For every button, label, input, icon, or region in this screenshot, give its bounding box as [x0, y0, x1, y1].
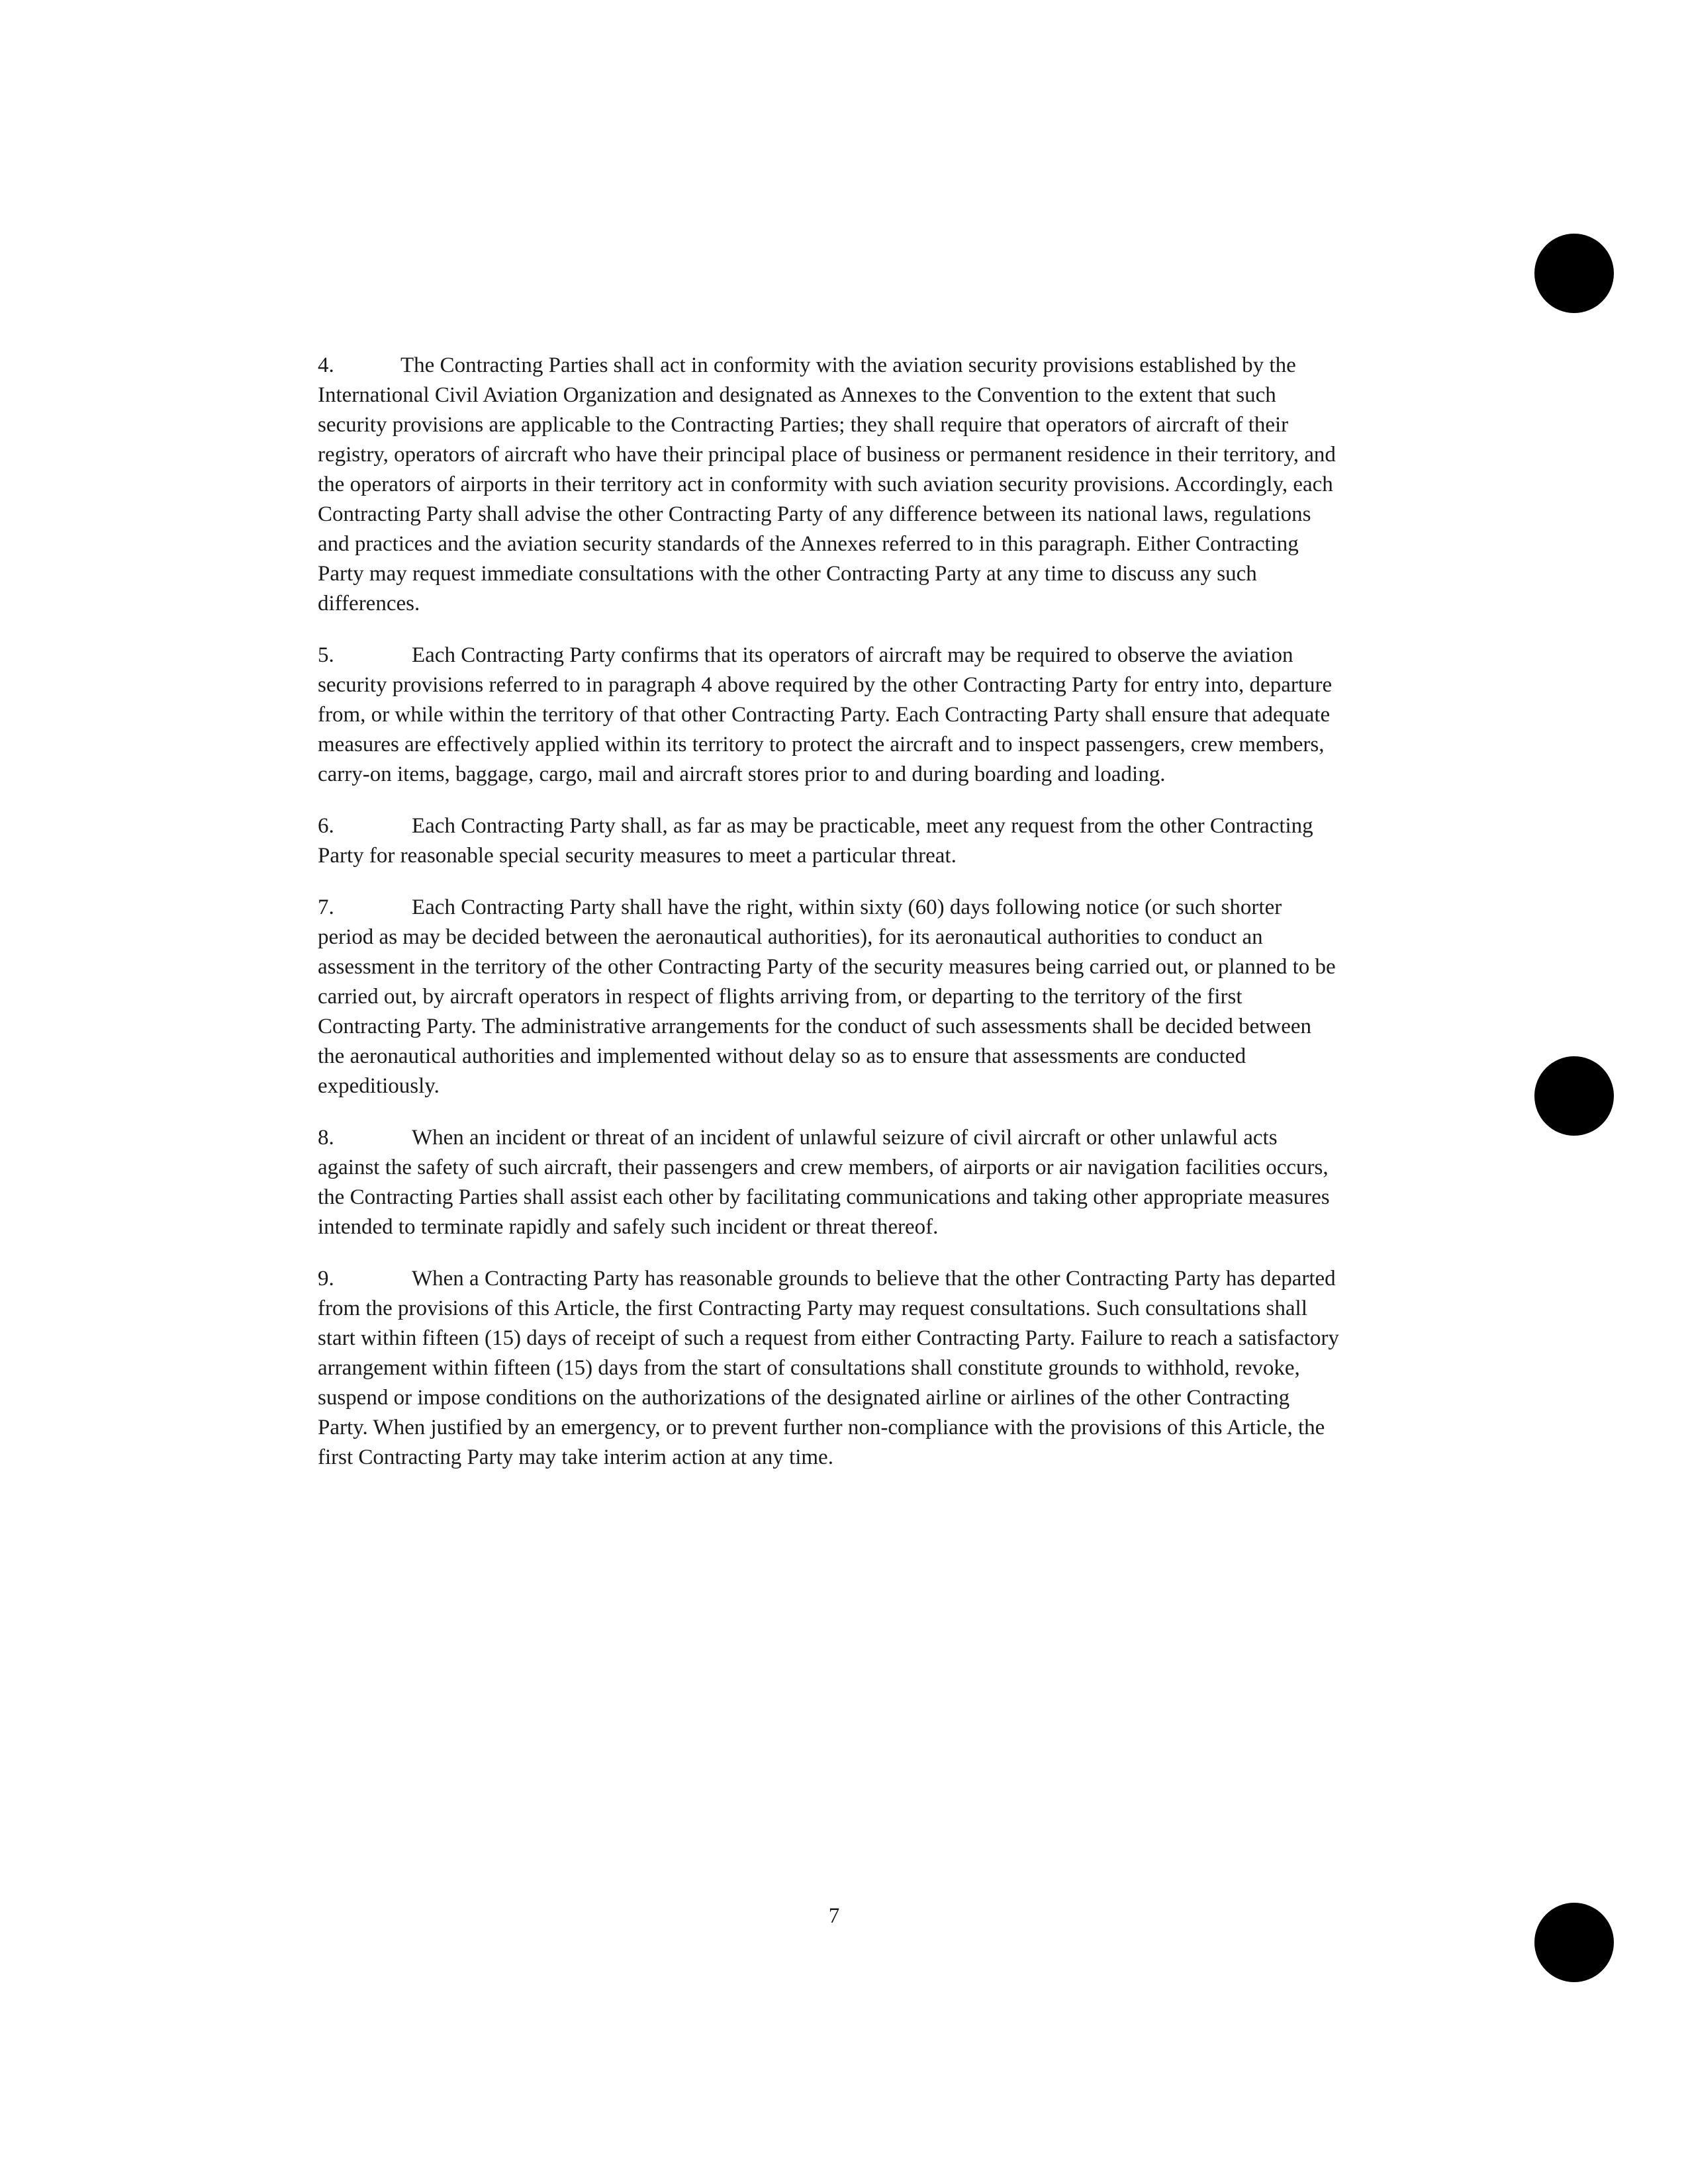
- paragraph-9: [318, 1264, 1340, 1473]
- paragraph-5: [318, 641, 1340, 790]
- paragraph-number: 7.: [318, 895, 334, 919]
- paragraph-number: 5.: [318, 643, 334, 667]
- paragraph-text: Each Contracting Party shall have the right, within sixty (60) days following notice (or such shorter period as may be decided between the aeronautical authorities), for its aeronautical authorities to conduct an assessment in the territory of the other Contracting Party of the security measures being carried out, or planned to be carried out, by aircraft operators in respect of flights arriving from, or departing to the territory of the first Contracting Party. The administrative arrangements for the conduct of such assessments shall be decided between the aeronautical authorities and implemented without delay so as to ensure that assessments are conducted expeditiously.: [318, 895, 1336, 1098]
- punch-hole-bottom: [1534, 1903, 1614, 1982]
- paragraph-number: 8.: [318, 1126, 334, 1150]
- paragraph-text: Each Contracting Party confirms that its operators of aircraft may be required to observe the aviation security provisions referred to in paragraph 4 above required by the other Contracting Party for entry into, departure from, or while within the territory of that other Contracting Party. Each Contracting Party shall ensure that adequate measures are effectively applied within its territory to protect the aircraft and to inspect passengers, crew members, carry-on items, baggage, cargo, mail and aircraft stores prior to and during boarding and loading.: [318, 643, 1333, 786]
- paragraph-text: The Contracting Parties shall act in conformity with the aviation security provisions established by the International Civil Aviation Organization and designated as Annexes to the Convention to the extent that such security provisions are applicable to the Contracting Parties; they shall require that operators of aircraft of their registry, operators of aircraft who have their principal place of business or permanent residence in their territory, and the operators of airports in their territory act in conformity with such aviation security provisions. Accordingly, each Contracting Party shall advise the other Contracting Party of any difference between its national laws, regulations and practices and the aviation security standards of the Annexes referred to in this paragraph. Either Contracting Party may request immediate consultations with the other Contracting Party at any time to discuss any such differences.: [318, 353, 1336, 615]
- page-number: 7: [828, 1904, 840, 1928]
- paragraph-8: [318, 1123, 1340, 1242]
- paragraph-text: Each Contracting Party shall, as far as may be practicable, meet any request from the other Contracting Party for reasonable special security measures to meet a particular threat.: [318, 814, 1313, 868]
- paragraph-7: [318, 893, 1340, 1101]
- punch-hole-top: [1534, 234, 1614, 313]
- paragraph-text: When a Contracting Party has reasonable grounds to believe that the other Contracting Party has departed from the provisions of this Article, the first Contracting Party may request consultations. Such consultations shall start within fifteen (15) days of receipt of such a request from either Contracting Party. Failure to reach a satisfactory arrangement within fifteen (15) days from the start of consultations shall constitute grounds to withhold, revoke, suspend or impose conditions on the authorizations of the designated airline or airlines of the other Contracting Party. When justified by an emergency, or to prevent further non-compliance with the provisions of this Article, the first Contracting Party may take interim action at any time.: [318, 1267, 1339, 1469]
- punch-hole-middle: [1534, 1056, 1614, 1136]
- paragraph-number: 9.: [318, 1267, 334, 1291]
- paragraph-4: [318, 351, 1340, 619]
- paragraph-6: [318, 811, 1340, 871]
- document-body: [318, 351, 1340, 1494]
- paragraph-number: 4.: [318, 353, 334, 377]
- paragraph-number: 6.: [318, 814, 334, 838]
- paragraph-text: When an incident or threat of an incident of unlawful seizure of civil aircraft or other unlawful acts against the safety of such aircraft, their passengers and crew members, of airports or air navigation facilities occurs, the Contracting Parties shall assist each other by facilitating communications and taking other appropriate measures intended to terminate rapidly and safely such incident or threat thereof.: [318, 1126, 1330, 1239]
